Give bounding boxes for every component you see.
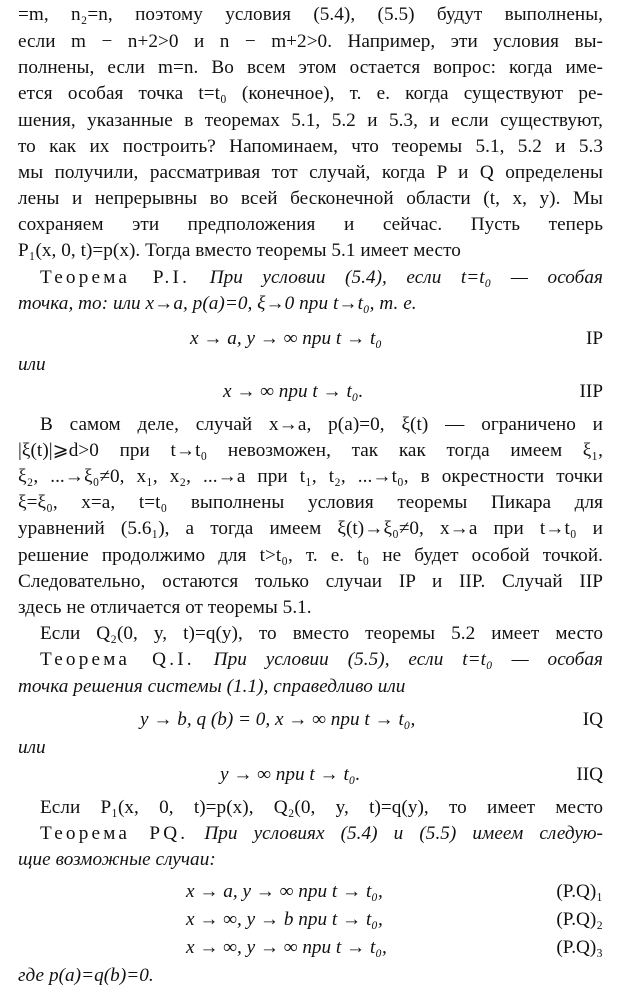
text-line: здесь не отличается от теоремы 5.1. — [18, 597, 312, 618]
equation-tag-ip: IP — [585, 328, 603, 349]
theorem-q1-line1 — [18, 648, 603, 672]
where-clause: где p(a)=q(b)=0. — [18, 965, 154, 986]
text-line: решение продолжимо для t>t₀, т. е. t₀ не будет особой точкой. — [18, 545, 603, 566]
text-line: |ξ(t)|⩾d>0 при t→t₀ невозможен, так как тогда имеем ξ₁, — [18, 440, 603, 461]
equation-tag-iq: IQ — [582, 709, 603, 730]
text-line: мы получили, рассматривая тот случай, когда P и Q определены — [18, 162, 603, 183]
text-line: уравнений (5.6₁), а тогда имеем ξ(t)→ξ₀≠0, x→a при t→t₀ и — [18, 518, 603, 539]
text-line: шения, указанные в теоремах 5.1, 5.2 и 5.3, и если существуют, — [18, 110, 603, 131]
text-line: полнены, если m=n. Во всем этом остается вопрос: когда име- — [18, 57, 603, 78]
theorem-pq-text: При условиях (5.4) и (5.5) имеем следую- — [204, 823, 603, 844]
text-line: Если P₁(x, 0, t)=p(x), Q₂(0, y, t)=q(y), то имеет место — [40, 797, 603, 818]
text-line: Если Q₂(0, y, t)=q(y), то вместо теоремы 5.2 имеет место — [40, 623, 603, 644]
ili-word: или — [18, 354, 46, 375]
theorem-q1-head: Теорема Q.I. — [40, 649, 195, 670]
equation-tag-iip: IIP — [579, 381, 603, 402]
text-line: то как их построить? Напоминаем, что теоремы 5.1, 5.2 и 5.3 — [18, 136, 603, 157]
text-line: P₁(x, 0, t)=p(x). Тогда вместо теоремы 5.1 имеет место — [18, 240, 461, 261]
theorem-q1-text: При условии (5.5), если t=t₀ — особая — [213, 649, 603, 670]
equation-iq: y → b, q (b) = 0, x → ∞ при t → t₀, — [140, 709, 416, 730]
equation-pq1: x → a, y → ∞ при t → t₀, — [186, 881, 383, 902]
theorem-p1-line1 — [18, 266, 603, 290]
text-line: сохраняем эти предположения и сейчас. Пусть теперь — [18, 214, 603, 235]
text-line: Следовательно, остаются только случаи IP и IIP. Случай IIP — [18, 571, 603, 592]
theorem-p1-text: При условии (5.4), если t=t₀ — особая — [209, 267, 603, 288]
text-line: ется особая точка t=t₀ (конечное), т. е. когда существуют ре- — [18, 83, 603, 104]
equation-tag-pq1: (P.Q)₁ — [556, 881, 603, 902]
text-line: В самом деле, случай x→a, p(a)=0, ξ(t) — ограничено и — [40, 414, 603, 435]
ili-word: или — [18, 737, 46, 758]
theorem-p1-line2: точка, то: или x→a, p(a)=0, ξ→0 при t→t₀, т. е. — [18, 293, 417, 314]
equation-iiq: y → ∞ при t → t₀. — [220, 764, 361, 785]
text-line: =m, n₂=n, поэтому условия (5.4), (5.5) будут выполнены, — [18, 4, 603, 25]
equation-tag-iiq: IIQ — [576, 764, 603, 785]
text-line: ξ=ξ₀, x=a, t=t₀ выполнены условия теоремы Пикара для — [18, 492, 603, 513]
theorem-pq-head: Теорема PQ. — [40, 823, 189, 844]
theorem-pq-line2: щие возможные случаи: — [18, 849, 216, 870]
equation-pq2: x → ∞, y → b при t → t₀, — [186, 909, 383, 930]
theorem-pq-line1 — [18, 822, 603, 846]
theorem-p1-head: Теорема P.I. — [40, 267, 191, 288]
text-line: ξ₂, ...→ξ₀≠0, x₁, x₂, ...→a при t₁, t₂, ...→t₀, в окрестности точки — [18, 466, 603, 487]
equation-tag-pq3: (P.Q)₃ — [556, 937, 603, 958]
equation-ip: x → a, y → ∞ при t → t₀ — [190, 328, 382, 349]
equation-tag-pq2: (P.Q)₂ — [556, 909, 603, 930]
equation-pq3: x → ∞, y → ∞ при t → t₀, — [186, 937, 387, 958]
theorem-q1-line2: точка решения системы (1.1), справедливо или — [18, 676, 406, 697]
text-line: если m − n+2>0 и n − m+2>0. Например, эти условия вы- — [18, 31, 603, 52]
text-line: лены и непрерывны во всей бесконечной области (t, x, y). Мы — [18, 188, 603, 209]
equation-iip: x → ∞ при t → t₀. — [223, 381, 364, 402]
